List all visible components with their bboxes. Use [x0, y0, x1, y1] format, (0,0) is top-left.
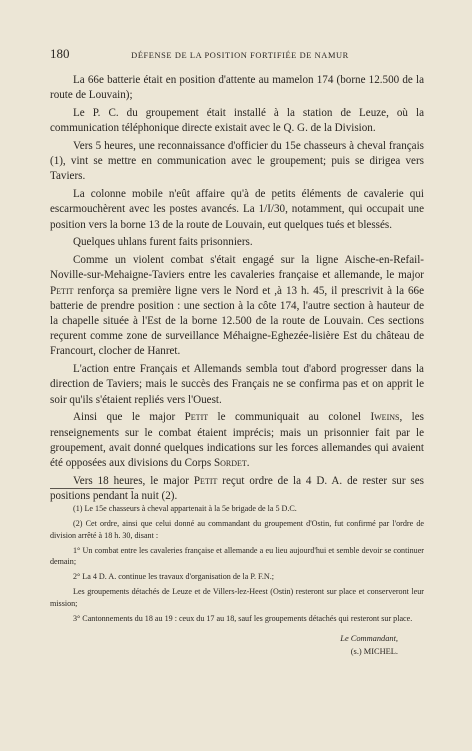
- signature-block: [50, 632, 398, 658]
- running-title: DÉFENSE DE LA POSITION FORTIFIÉE DE NAMUR: [131, 51, 349, 60]
- paragraph: Ainsi que le major Petit le communiquait au colonel Iweins, les renseignements sur le combat étaient imprécis; mais un prisonnier fait par le groupement, avait donné quelques indications sur les forces allemandes qui avaient été opposées aux divisions du Corps Sordet.: [50, 411, 424, 470]
- signature-role: Le Commandant,: [340, 634, 398, 644]
- person-name: Petit: [50, 284, 74, 297]
- footnote-divider: [50, 488, 134, 489]
- page-header: [50, 46, 422, 62]
- person-name: Sordet: [213, 457, 247, 470]
- body-text: [50, 73, 424, 507]
- paragraph: La 66e batterie était en position d'attente au mamelon 174 (borne 12.500 de la route de Louvain);: [50, 74, 424, 102]
- footnote: (2) Cet ordre, ainsi que celui donné au commandant du groupement d'Ostin, fut confirmé par l'ordre de division arrêté à 18 h. 30, disant :: [50, 518, 424, 540]
- footnote: 3° Cantonnements du 18 au 19 : ceux du 17 au 18, sauf les groupements détachés qui resteront sur place.: [73, 613, 413, 623]
- paragraph: L'action entre Français et Allemands sembla tout d'abord progresser dans la direction de Taviers; mais le succès des Français ne se confirma pas et on apprit le soir qu'ils s'étaient repliés vers l'Ouest.: [50, 363, 424, 406]
- footnote: Les groupements détachés de Leuze et de Villers-lez-Heest (Ostin) resteront sur place et conserveront leur mission;: [50, 587, 424, 608]
- paragraph: Le P. C. du groupement était installé à la station de Leuze, où la communication téléphonique directe existait avec le Q. G. de la Division.: [50, 107, 424, 135]
- paragraph: Vers 18 heures, le major Petit reçut ordre de la 4 D. A. de rester sur ses positions pendant la nuit (2).: [50, 474, 424, 503]
- paragraph: Quelques uhlans furent faits prisonniers.: [73, 236, 253, 249]
- paragraph: Comme un violent combat s'était engagé sur la ligne Aische-en-Refail-Noville-sur-Mehaigne-Taviers entre les cavaleries française et allemande, le major Petit renforça sa première ligne vers le Nord et ,à 13 h. 45, il prescrivit à la 66e batterie de prendre position : une section à la côte 174, l'autre section à hauteur de la chapelle située à l'Est de la borne 12.500 de la route de Louvain. Ces sections reçurent comme zone de surveillance Méhaigne-Eghezée-lisière Est du château de Francourt, clocher de Hanret.: [50, 254, 424, 358]
- paragraph: Vers 5 heures, une reconnaissance d'officier du 15e chasseurs à cheval français (1), vint se mettre en communication avec le groupement; puis se dirigea vers Taviers.: [50, 140, 424, 183]
- person-name: Petit: [193, 474, 218, 487]
- footnote: 2° La 4 D. A. continue les travaux d'organisation de la P. F.N.;: [73, 572, 275, 582]
- person-name: Petit: [184, 411, 209, 424]
- paragraph: La colonne mobile n'eût affaire qu'à de petits éléments de cavalerie qui escarmouchèrent avec les postes avancés. La 1/I/30, notamment, qui occupait une position vers la borne 13 de la route de Louvain, eut quelques tués et blessés.: [50, 188, 424, 231]
- footnote: (1) Le 15e chasseurs à cheval appartenait à la 5e brigade de la 5 D.C.: [73, 504, 297, 513]
- signature-name: (s.) MICHEL.: [350, 647, 398, 657]
- page-number: 180: [50, 46, 70, 61]
- person-name: Iweins: [370, 411, 400, 424]
- footnote: 1° Un combat entre les cavaleries française et allemande a eu lieu aujourd'hui et semble devoir se continuer demain;: [50, 545, 424, 567]
- footnotes: [50, 503, 424, 658]
